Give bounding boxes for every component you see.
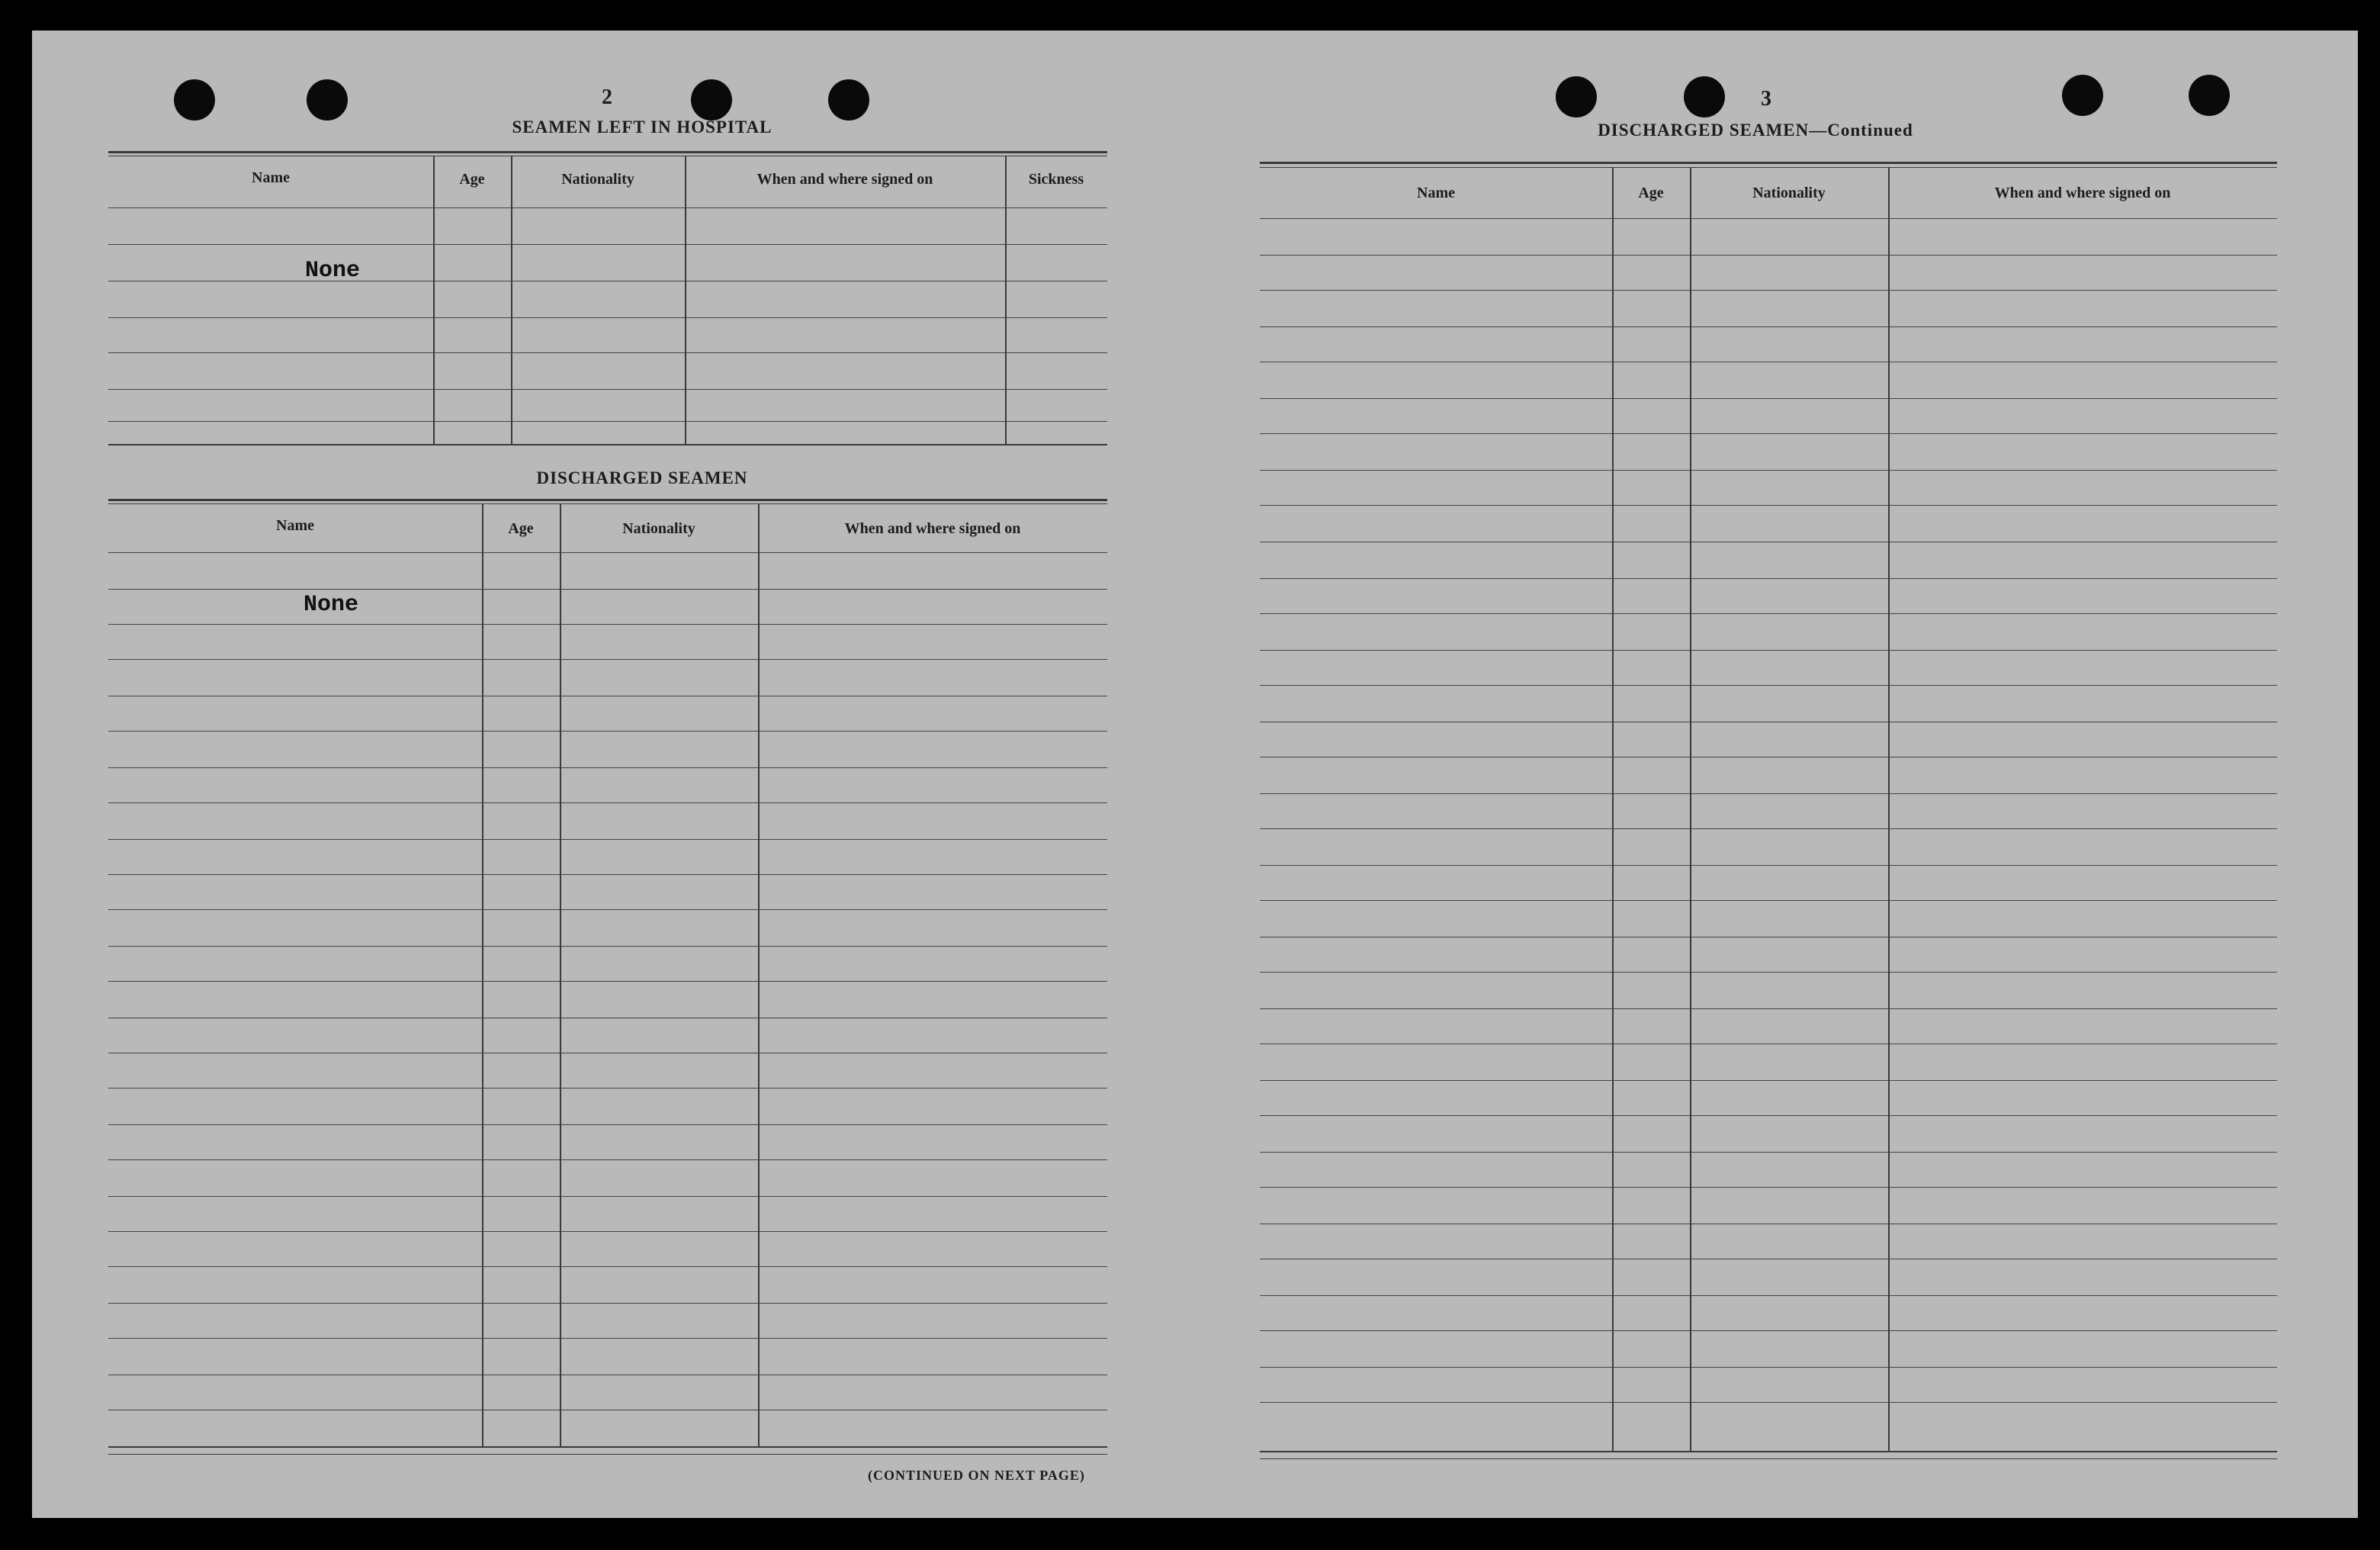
discharged-table-left	[108, 499, 1107, 1483]
col-header-age: Age	[1638, 185, 1664, 201]
col-header-signed-on: When and where signed on	[844, 520, 1021, 537]
col-header-nationality: Nationality	[561, 171, 634, 188]
discharged-continued-title: DISCHARGED SEAMEN—Continued	[1598, 121, 1913, 140]
page-number-left: 2	[602, 85, 612, 109]
col-header-signed-on: When and where signed on	[756, 171, 933, 188]
punch-hole	[2062, 75, 2103, 116]
col-header-nationality: Nationality	[622, 520, 695, 537]
punch-hole	[174, 79, 215, 121]
punch-hole	[828, 79, 869, 121]
col-header-sickness: Sickness	[1028, 171, 1084, 188]
hospital-table	[108, 151, 1107, 481]
discharged-entry: None	[304, 592, 359, 618]
discharged-table-right	[1260, 162, 2277, 1492]
punch-hole	[2189, 75, 2230, 116]
punch-hole	[1684, 76, 1725, 117]
col-header-name: Name	[1417, 185, 1455, 201]
ledger-sheet	[32, 31, 2358, 1518]
punch-hole	[691, 79, 732, 121]
punch-hole	[1556, 76, 1597, 117]
col-header-nationality: Nationality	[1752, 185, 1826, 201]
hospital-section-title: SEAMEN LEFT IN HOSPITAL	[512, 117, 772, 137]
col-header-name: Name	[276, 517, 314, 534]
col-header-signed-on: When and where signed on	[1994, 185, 2171, 201]
continued-footer: (CONTINUED ON NEXT PAGE)	[868, 1468, 1085, 1483]
hospital-entry: None	[305, 258, 361, 284]
punch-hole	[307, 79, 348, 121]
page-number-right: 3	[1761, 87, 1771, 111]
col-header-name: Name	[252, 169, 290, 186]
discharged-section-title: DISCHARGED SEAMEN	[536, 468, 748, 487]
col-header-age: Age	[459, 171, 485, 188]
col-header-age: Age	[508, 520, 534, 537]
